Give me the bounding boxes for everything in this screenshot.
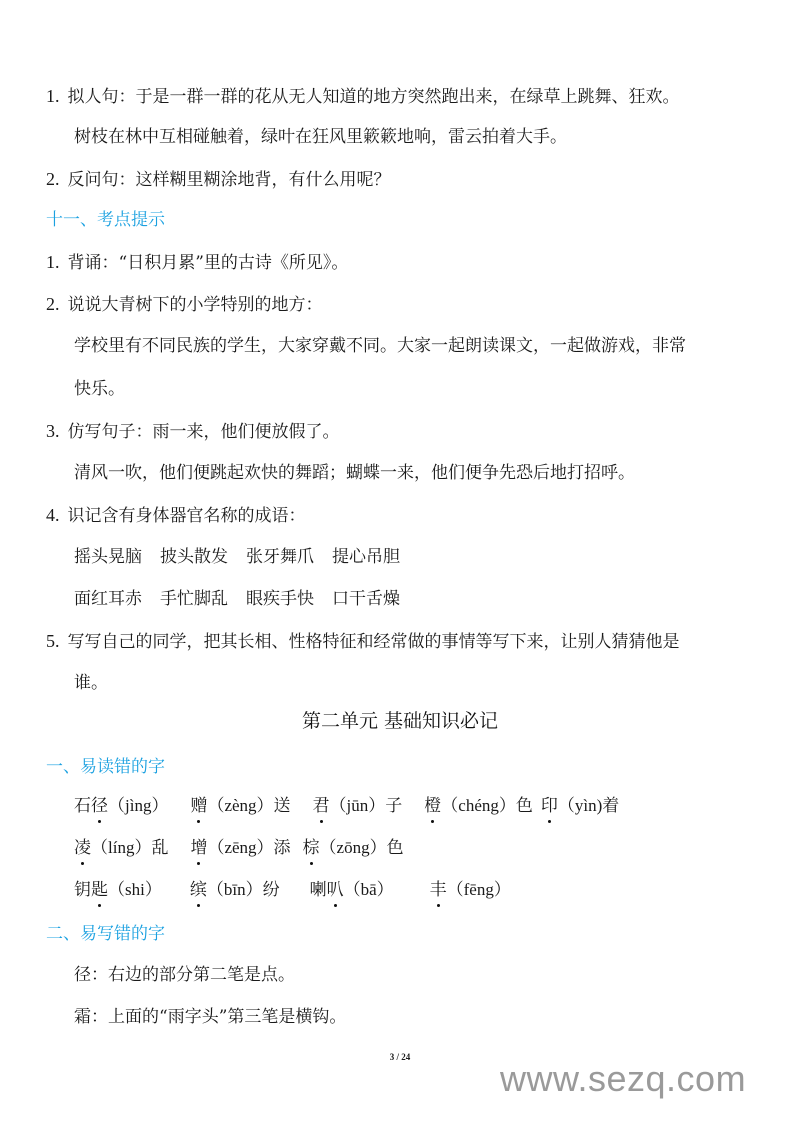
pinyin-entry: 喇叭（bā） (309, 880, 394, 900)
pinyin-entry: 缤（bīn）纷 (189, 880, 280, 900)
tip-item-2-answer-cont: 快乐。 (74, 379, 125, 399)
unit-title: 第二单元 基础知识必记 (301, 710, 499, 732)
watermark: www.sezq.com (500, 1058, 747, 1099)
miswritten-item-1: 径：右边的部分第二笔是点。 (74, 965, 295, 985)
tip-item-3-answer: 清风一吹，他们便跳起欢快的舞蹈；蝴蝶一来，他们便争先恐后地打招呼。 (74, 463, 635, 483)
pinyin-entry: 钥匙（shi） (74, 880, 162, 900)
miswritten-item-2: 霜：上面的“雨字头”第三笔是横钩。 (74, 1007, 347, 1027)
tip-item-3: 3. 仿写句子：雨一来，他们便放假了。 (46, 421, 340, 442)
tip-item-1: 1. 背诵：“日积月累”里的古诗《所见》。 (46, 252, 349, 273)
misread-row-3 (74, 878, 511, 902)
idiom: 眼疾手快 (246, 589, 314, 609)
pinyin-entry: 棕（zōng）色 (302, 838, 404, 858)
tip-item-5-cont: 谁。 (74, 673, 108, 693)
idiom-row-1 (74, 545, 418, 569)
idiom-row-2 (74, 587, 418, 611)
misread-row-2 (74, 836, 404, 860)
rhetoric-item-personification: 1. 拟人句：于是一群一群的花从无人知道的地方突然跑出来，在绿草上跳舞、狂欢。 (46, 86, 680, 107)
misread-row-1 (74, 794, 619, 818)
idiom: 张牙舞爪 (246, 547, 314, 567)
pinyin-entry: 丰（fēng） (429, 880, 511, 900)
pinyin-entry: 君（jūn）子 (312, 796, 403, 816)
tip-item-2-answer: 学校里有不同民族的学生，大家穿戴不同。大家一起朗读课文，一起做游戏，非常 (74, 336, 686, 356)
idiom: 手忙脚乱 (160, 589, 228, 609)
pinyin-entry: 橙（chéng）色 (424, 796, 533, 816)
page-number: 3 / 24 (389, 1052, 411, 1062)
pinyin-entry: 赠（zèng）送 (190, 796, 291, 816)
tip-item-2: 2. 说说大青树下的小学特别的地方： (46, 294, 323, 315)
pinyin-entry: 石径（jìng） (74, 796, 169, 816)
idiom: 口干舌燥 (332, 589, 400, 609)
idiom: 摇头晃脑 (74, 547, 142, 567)
idiom: 披头散发 (160, 547, 228, 567)
idiom: 提心吊胆 (332, 547, 400, 567)
idiom: 面红耳赤 (74, 589, 142, 609)
pinyin-entry: 印（yìn)着 (540, 796, 620, 816)
rhetoric-item-personification-cont: 树枝在林中互相碰触着，绿叶在狂风里簌簌地响，雷云拍着大手。 (74, 127, 567, 147)
section-heading-misread-chars: 一、易读错的字 (46, 757, 165, 777)
section-heading-miswritten-chars: 二、易写错的字 (46, 924, 165, 944)
pinyin-entry: 增（zēng）添 (190, 838, 291, 858)
tip-item-4: 4. 识记含有身体器官名称的成语： (46, 505, 306, 526)
section-heading-exam-tips: 十一、考点提示 (46, 210, 165, 230)
rhetoric-item-rhetorical-question: 2. 反问句：这样糊里糊涂地背，有什么用呢？ (46, 169, 391, 190)
pinyin-entry: 凌（líng）乱 (74, 838, 169, 858)
tip-item-5: 5. 写写自己的同学，把其长相、性格特征和经常做的事情等写下来，让别人猜猜他是 (46, 631, 680, 652)
